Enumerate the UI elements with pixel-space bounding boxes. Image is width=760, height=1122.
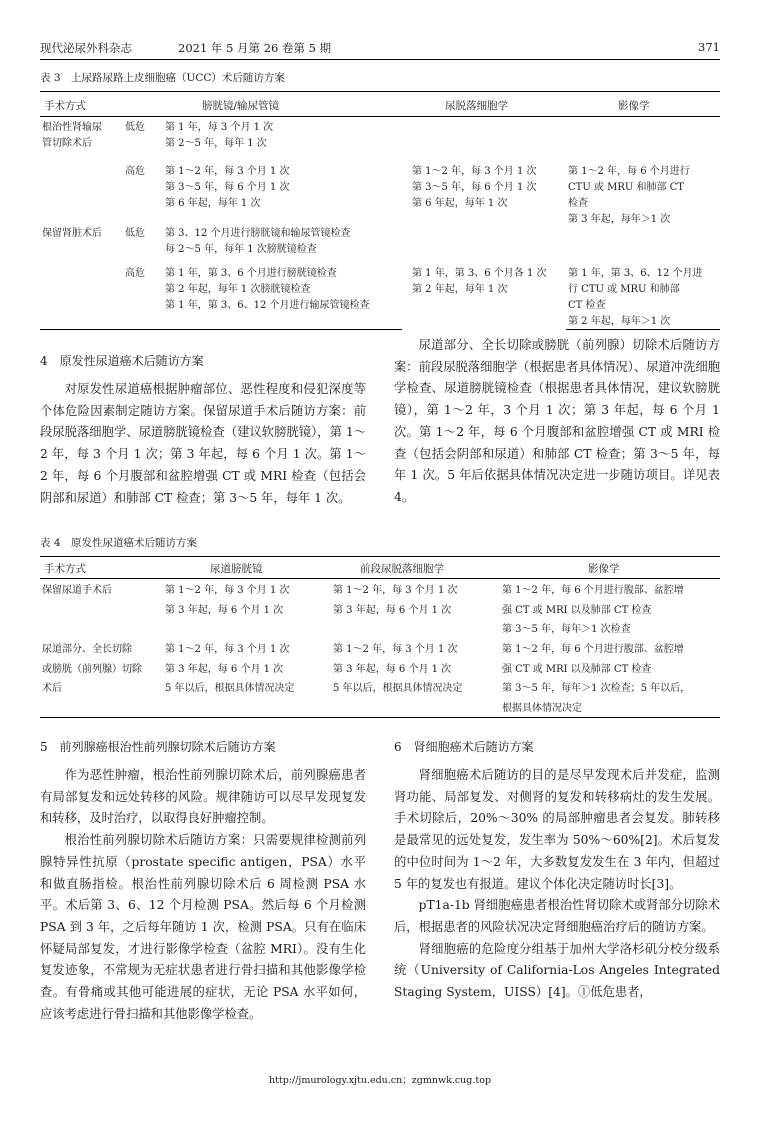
table3-row4-imaging: 第 1 年，第 3、6、12 个月进 行 CTU 或 MRU 和肺部 CT 检查 第 2 年起，每年＞1 次: [568, 268, 703, 327]
section4-right-paragraph: 尿道部分、全长切除或膀胱（前列腺）切除术后随访方案：前段尿脱落细胞学（根据患者具体情况）、尿道冲洗细胞学检查、尿道膀胱镜检查（根据患者具体情况，建议软膀胱镜），第 1～2 年，3 个月 1 次；第 3 年起，每 6 个月 1 次。第 1～2 年，每 6 个月腹部和盆腔增强 CT 或 MRI 检查（包括会阴部和尿道）和肺部 CT 检查；第 3～5 年，每年 1 次。5 年后依据具体情况决定进一步随访项目。详见表 4。: [394, 338, 720, 504]
table3-row3-surgery: 保留肾脏术后: [42, 228, 102, 239]
table4-header-surgery: 手术方式: [44, 563, 86, 575]
section5-paragraph-1: 作为恶性肿瘤，根治性前列腺切除术后，前列腺癌患者有局部复发和远处转移的风险。规律随访可以尽早发现复发和转移，及时治疗，以取得良好肿瘤控制。: [40, 768, 366, 826]
table3-row4-cystoscopy: 第 1 年，第 3、6 个月进行膀胱镜检查 第 2 年起，每年 1 次膀胱镜检查 第 1 年，第 3、6、12 个月进行输尿管镜检查: [165, 268, 370, 311]
table3-row1-cystoscopy: 第 1 年，每 3 个月 1 次 第 2～5 年，每年 1 次: [165, 122, 274, 149]
table4-row1-imaging: 第 1～2 年，每 6 个月进行腹部、盆腔增 强 CT 或 MRI 以及肺部 CT 检查 第 3～5 年，每年＞1 次检查: [502, 585, 684, 635]
section6-text: [394, 765, 720, 1004]
table3-header-rule: [40, 116, 720, 117]
table3-row2-cytology: 第 1～2 年，每 3 个月 1 次 第 3～5 年，每 6 个月 1 次 第 6 年起，每年 1 次: [412, 166, 537, 209]
table3-row3-risk: 低危: [125, 228, 145, 239]
table4-top-rule: [40, 556, 720, 557]
section6-paragraph-2: pT1a-1b 肾细胞癌患者根治性肾切除术或肾部分切除术后，根据患者的风险状况决定肾细胞癌治疗后的随访方案。: [394, 898, 720, 934]
section4-left-paragraph: 对原发性尿道癌根据肿瘤部位、恶性程度和侵犯深度等个体危险因素制定随访方案。保留尿道手术后随访方案：前段尿脱落细胞学、尿道膀胱镜检查（建议软膀胱镜），第 1～2 年，每 3 个月 1 次；第 3 年起，每 6 个月 1 次。第 1～2 年，每 6 个月腹部和盆腔增强 CT 或 MRI 检查（包括会阴部和尿道）和肺部 CT 检查；第 3～5 年，每年 1 次。: [40, 382, 366, 505]
issue-info: 2021 年 5 月第 26 卷第 5 期: [178, 41, 332, 55]
header-rule: [40, 59, 720, 60]
table3-bottom-rule-right: [566, 329, 720, 330]
table4-row1-cystoscopy: 第 1～2 年，每 3 个月 1 次 第 3 年起，每 6 个月 1 次: [165, 585, 290, 616]
table4-header-cystoscopy: 尿道膀胱镜: [210, 563, 263, 575]
table3-row4-risk: 高危: [125, 268, 145, 279]
table4-row2-cytology: 第 1～2 年，每 3 个月 1 次 第 3 年起，每 6 个月 1 次 5 年以后，根据具体情况决定: [333, 644, 463, 694]
section5-title: 5 前列腺癌根治性前列腺切除术后随访方案: [40, 740, 276, 754]
table4-row1-surgery: 保留尿道手术后: [42, 585, 112, 596]
table3-row4-cytology: 第 1 年，第 3、6 个月各 1 次 第 2 年起，每年 1 次: [412, 268, 547, 295]
table3-top-rule: [40, 91, 720, 92]
table4-row2-surgery: 尿道部分、全长切除 或膀胱（前列腺）切除 术后: [42, 644, 142, 694]
page-footer: http://jmurology.xjtu.edu.cn；zgmnwk.cug.top: [268, 1075, 492, 1086]
table4-row1-cytology: 第 1～2 年，每 3 个月 1 次 第 3 年起，每 6 个月 1 次: [333, 585, 458, 616]
section6-paragraph-1: 肾细胞癌术后随访的目的是尽早发现术后并发症，监测肾功能、局部复发、对侧肾的复发和转移病灶的发生发展。手术切除后，20%～30% 的局部肿瘤患者会复发。肺转移是最常见的远处复发，发生率为 50%～60%[2]。术后复发的中位时间为 1～2 年，大多数复发发生在 3 年内，但超过 5 年的复发也有报道。建议个体化决定随访时长[3]。: [394, 768, 720, 891]
table3-row2-risk: 高危: [125, 166, 145, 177]
table3-row1-surgery: 根治性肾输尿 管切除术后: [42, 122, 102, 149]
table3-bottom-rule-left: [40, 329, 402, 330]
section4-right-text: [394, 335, 720, 509]
table4-bottom-rule: [40, 717, 720, 718]
journal-name: 现代泌尿外科杂志: [40, 41, 132, 55]
table3-row1-risk: 低危: [125, 122, 145, 133]
section5-paragraph-2: 根治性前列腺切除术后随访方案：只需要规律检测前列腺特异性抗原（prostate specific antigen，PSA）水平和做直肠指检。根治性前列腺切除术后 6 周检测 PSA 水平。术后第 3、6、12 个月检测 PSA。然后每 6 个月检测 PSA 到 3 年，之后每年随访 1 次，检测 PSA。只有在临床怀疑局部复发，才进行影像学检查（盆腔 MRI）。没有生化复发迹象，不常规为无症状患者进行骨扫描和其他影像学检查。有骨痛或其他可能进展的症状，无论 PSA 水平如何，应该考虑进行骨扫描和其他影像学检查。: [40, 833, 366, 1021]
table3-header-imaging: 影像学: [618, 100, 650, 112]
table3-caption: 表 3 上尿路尿路上皮细胞癌（UCC）术后随访方案: [40, 72, 285, 84]
table4-row2-imaging: 第 1～2 年，每 6 个月进行腹部、盆腔增 强 CT 或 MRI 以及肺部 CT 检查 第 3～5 年，每年＞1 次检查；5 年以后， 根据具体情况决定: [502, 644, 691, 714]
table4-header-cytology: 前段尿脱落细胞学: [360, 563, 444, 575]
section4-left-text: [40, 379, 366, 509]
table3-row2-cystoscopy: 第 1～2 年，每 3 个月 1 次 第 3～5 年，每 6 个月 1 次 第 6 年起，每年 1 次: [165, 166, 290, 209]
section4-title: 4 原发性尿道癌术后随访方案: [40, 354, 204, 368]
section6-title: 6 肾细胞癌术后随访方案: [394, 740, 534, 754]
table3-row2-imaging: 第 1～2 年，每 6 个月进行 CTU 或 MRU 和肺部 CT 检查 第 3 年起，每年＞1 次: [568, 166, 690, 225]
table4-header-imaging: 影像学: [588, 563, 620, 575]
section5-text: [40, 765, 366, 1025]
table3-header-cystoscopy: 膀胱镜/输尿管镜: [202, 100, 280, 112]
table3-header-cytology: 尿脱落细胞学: [445, 100, 508, 112]
table4-row2-cystoscopy: 第 1～2 年，每 3 个月 1 次 第 3 年起，每 6 个月 1 次 5 年以后，根据具体情况决定: [165, 644, 295, 694]
page-number: 371: [698, 40, 720, 54]
table4-caption: 表 4 原发性尿道癌术后随访方案: [40, 537, 198, 549]
table3-header-surgery: 手术方式: [44, 100, 86, 112]
table3-row3-cystoscopy: 第 3、12 个月进行膀胱镜和输尿管镜检查 每 2～5 年，每年 1 次膀胱镜检查: [165, 228, 351, 255]
section6-paragraph-3: 肾细胞癌的危险度分组基于加州大学洛杉矶分校分级系统（University of California-Los Angeles Integrated Staging System，UISS）[4]。①低危患者，: [394, 941, 720, 1000]
table4-header-rule: [40, 578, 720, 579]
